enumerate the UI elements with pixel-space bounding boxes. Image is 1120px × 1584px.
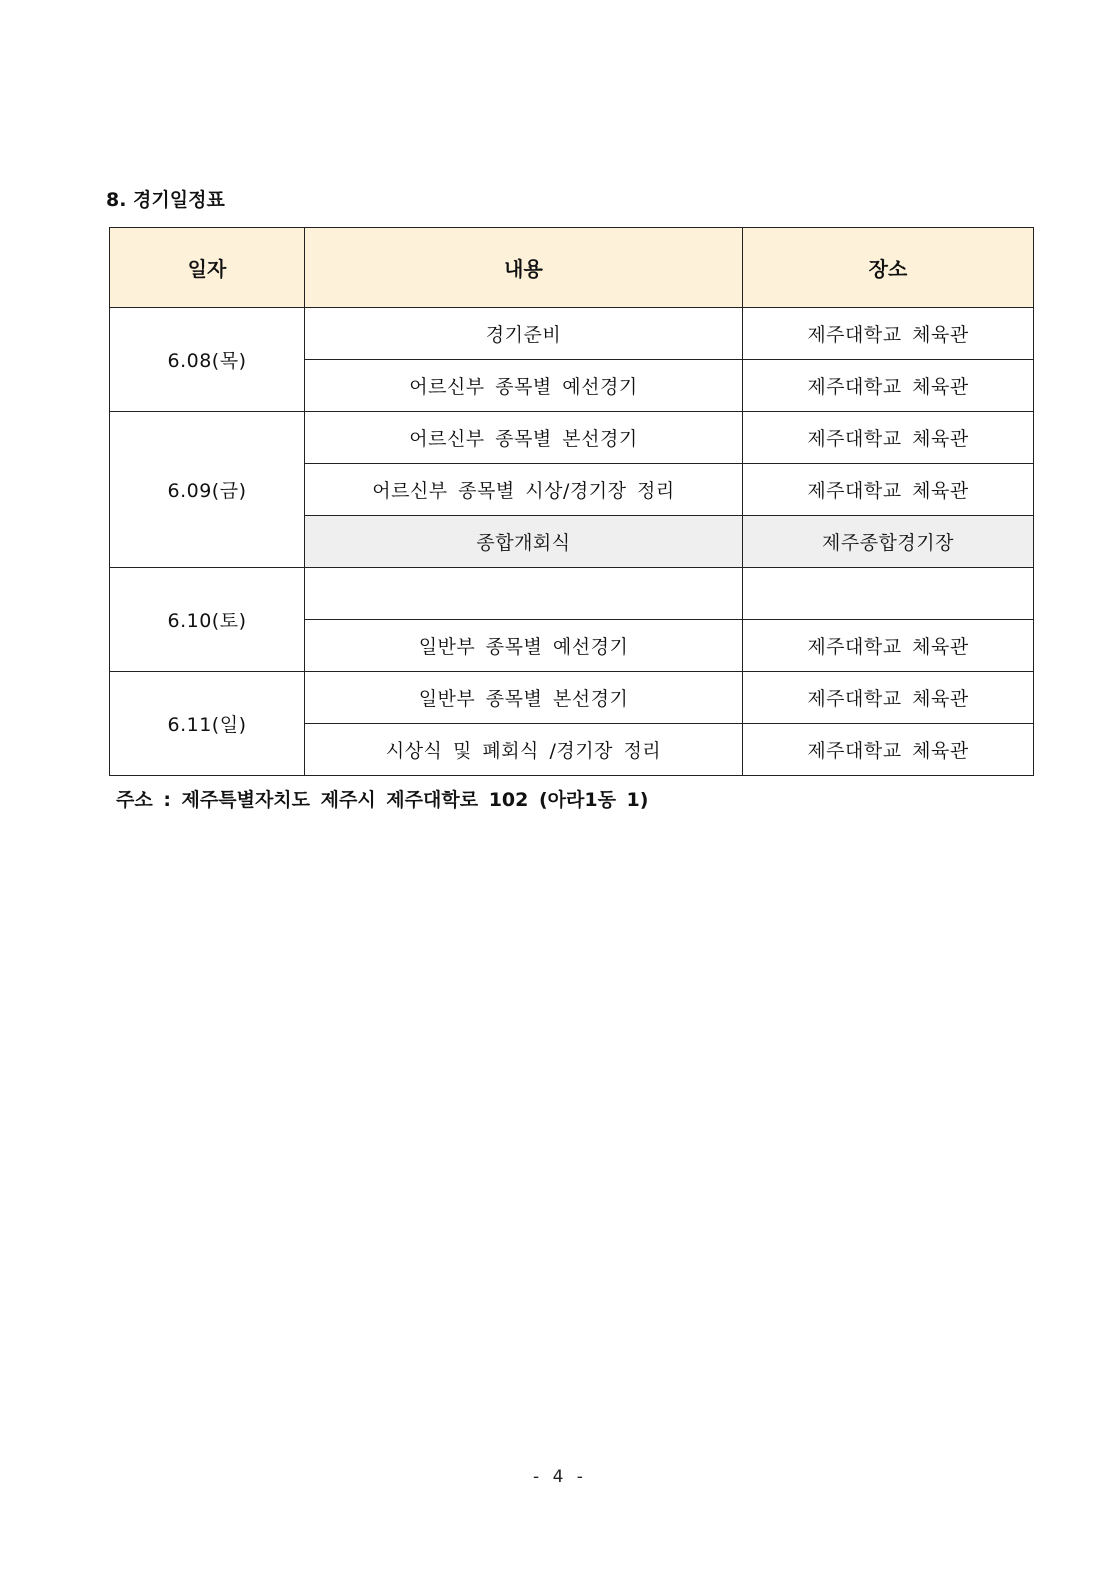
place-cell xyxy=(743,516,1034,568)
table-header-row xyxy=(110,228,1034,308)
date-text: 6.08(목) xyxy=(167,350,247,372)
date-cell xyxy=(110,672,305,776)
content-text: 종합개회식 xyxy=(476,532,571,554)
content-text: 일반부 종목별 본선경기 xyxy=(418,688,629,710)
place-cell xyxy=(743,620,1034,672)
header-place: 장소 xyxy=(743,228,1034,308)
content-cell xyxy=(305,672,743,724)
content-cell xyxy=(305,620,743,672)
place-text: 제주대학교 체육관 xyxy=(807,740,969,762)
table-row xyxy=(110,568,1034,620)
place-text: 제주종합경기장 xyxy=(822,532,954,554)
content-cell xyxy=(305,724,743,776)
content-cell xyxy=(305,308,743,360)
content-cell xyxy=(305,464,743,516)
content-cell-empty xyxy=(305,568,743,620)
content-text: 경기준비 xyxy=(485,324,562,346)
place-text: 제주대학교 체육관 xyxy=(807,376,969,398)
schedule-table xyxy=(109,227,1034,776)
header-content: 내용 xyxy=(305,228,743,308)
place-cell xyxy=(743,672,1034,724)
place-text: 제주대학교 체육관 xyxy=(807,324,969,346)
place-cell xyxy=(743,724,1034,776)
content-cell xyxy=(305,412,743,464)
date-text: 6.09(금) xyxy=(167,480,247,502)
section-title: 8. 경기일정표 xyxy=(106,189,225,211)
date-cell xyxy=(110,412,305,568)
place-text: 제주대학교 체육관 xyxy=(807,428,969,450)
table-row xyxy=(110,412,1034,464)
content-text: 어르신부 종목별 본선경기 xyxy=(409,428,638,450)
content-text: 시상식 및 폐회식 /경기장 정리 xyxy=(385,740,662,762)
header-date: 일자 xyxy=(110,228,305,308)
place-text: 제주대학교 체육관 xyxy=(807,480,969,502)
content-text: 어르신부 종목별 시상/경기장 정리 xyxy=(372,480,675,502)
date-text: 6.11(일) xyxy=(167,714,247,736)
date-cell xyxy=(110,308,305,412)
place-cell xyxy=(743,464,1034,516)
place-cell-empty xyxy=(743,568,1034,620)
content-text: 어르신부 종목별 예선경기 xyxy=(409,376,638,398)
place-text: 제주대학교 체육관 xyxy=(807,688,969,710)
place-cell xyxy=(743,360,1034,412)
place-text: 제주대학교 체육관 xyxy=(807,636,969,658)
place-cell xyxy=(743,308,1034,360)
content-text: 일반부 종목별 예선경기 xyxy=(418,636,629,658)
venue-address: 주소 : 제주특별자치도 제주시 제주대학로 102 (아라1동 1) xyxy=(116,789,649,811)
date-cell xyxy=(110,568,305,672)
table-row xyxy=(110,672,1034,724)
page-number: - 4 - xyxy=(533,1467,587,1487)
content-cell xyxy=(305,360,743,412)
table-row xyxy=(110,308,1034,360)
date-text: 6.10(토) xyxy=(167,610,247,632)
content-cell xyxy=(305,516,743,568)
place-cell xyxy=(743,412,1034,464)
